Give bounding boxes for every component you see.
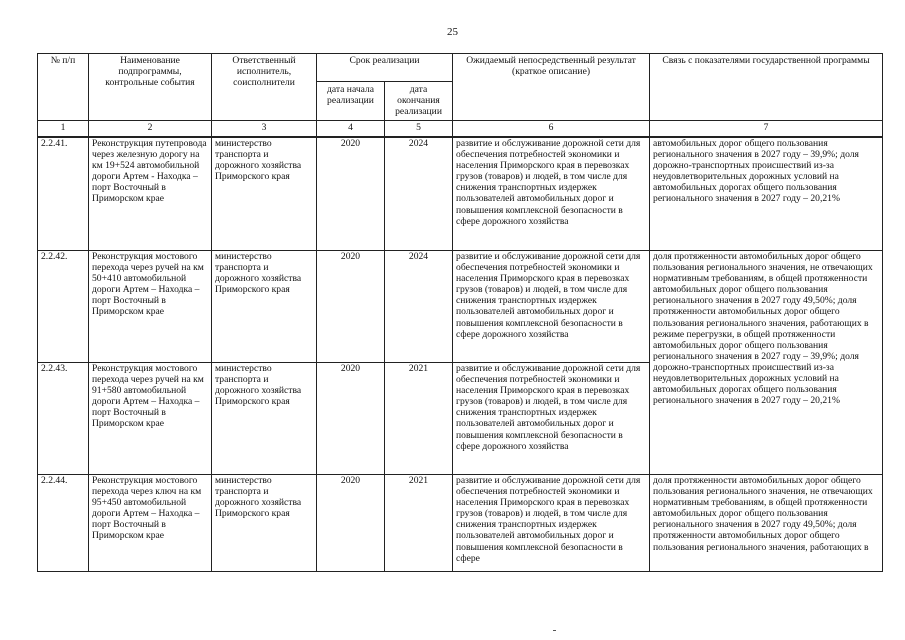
column-number: 4 [317, 121, 385, 138]
header-start: дата начала реализации [317, 82, 385, 121]
event-name: Реконструкция мостового перехода через ручей на км 50+410 автомобильной дороги Артем – Находка – порт Восточный в Приморском крае [89, 251, 212, 363]
table-row [38, 475, 883, 572]
event-name: Реконструкция путепровода через железную дорогу на км 19+524 автомобильной дороги Артем - Находка – порт Восточный в Приморском крае [89, 137, 212, 251]
start-date: 2020 [317, 137, 385, 251]
start-date: 2020 [317, 363, 385, 475]
header-link: Связь с показателями государственной программы [650, 54, 883, 121]
program-indicators: доля протяженности автомобильных дорог общего пользования регионального значения, не отвечающих нормативным требованиям, в общей протяженности автомобильных дорог общего пользования регионального значения в 2027 году 49,50%; доля протяженности автомобильных дорог общего пользования регионального значения, работающих в [650, 475, 883, 572]
end-date: 2024 [385, 137, 453, 251]
column-number: 1 [38, 121, 89, 138]
page-number: 25 [447, 26, 458, 38]
end-date: 2024 [385, 251, 453, 363]
scan-mark [553, 630, 556, 631]
column-number: 5 [385, 121, 453, 138]
event-name: Реконструкция мостового перехода через ручей на км 91+580 автомобильной дороги Артем – Находка – порт Восточный в Приморском крае [89, 363, 212, 475]
row-number: 2.2.44. [38, 475, 89, 572]
row-number: 2.2.41. [38, 137, 89, 251]
responsible-executor: министерство транспорта и дорожного хозяйства Приморского края [212, 475, 317, 572]
start-date: 2020 [317, 251, 385, 363]
expected-result: развитие и обслуживание дорожной сети для обеспечения потребностей экономики и населения Приморского края в перевозках грузов (товаров) и людей, в том числе для снижения транспортных издержек пользователей автомобильных дорог и повышения комплексной безопасности в сфере дорожного хозяйства [453, 137, 650, 251]
start-date: 2020 [317, 475, 385, 572]
end-date: 2021 [385, 475, 453, 572]
header-result: Ожидаемый непосредственный результат (краткое описание) [453, 54, 650, 121]
event-name: Реконструкция мостового перехода через ключ на км 95+450 автомобильной дороги Артем – Находка – порт Восточный в Приморском крае [89, 475, 212, 572]
row-number: 2.2.43. [38, 363, 89, 475]
column-number-row [38, 121, 883, 138]
program-indicators: автомобильных дорог общего пользования регионального значения в 2027 году – 39,9%; доля дорожно-транспортных происшествий из-за неудовлетворительных дорожных условий на автомобильных дорогах общего пользования регионального значения в 2027 году – 20,21% [650, 137, 883, 251]
program-indicators: доля протяженности автомобильных дорог общего пользования регионального значения, не отвечающих нормативным требованиям, в общей протяженности автомобильных дорог общего пользования регионального значения в 2027 году 49,50%; доля протяженности автомобильных дорог общего пользования регионального значения, работающих в режиме перегрузки, в общей протяженности автомобильных дорог общего пользования регионального значения в 2027 году – 39,9%; доля дорожно-транспортных происшествий из-за неудовлетворительных дорожных условий на автомобильных дорогах общего пользования регионального значения в 2027 году – 20,21% [650, 251, 883, 475]
header-row [38, 54, 883, 82]
header-responsible: Ответственный исполнитель, соисполнители [212, 54, 317, 121]
responsible-executor: министерство транспорта и дорожного хозяйства Приморского края [212, 251, 317, 363]
responsible-executor: министерство транспорта и дорожного хозяйства Приморского края [212, 363, 317, 475]
header-name: Наименование подпрограммы, контрольные события [89, 54, 212, 121]
expected-result: развитие и обслуживание дорожной сети для обеспечения потребностей экономики и населения Приморского края в перевозках грузов (товаров) и людей, в том числе для снижения транспортных издержек пользователей автомобильных дорог и повышения комплексной безопасности в сфере [453, 475, 650, 572]
column-number: 6 [453, 121, 650, 138]
column-number: 2 [89, 121, 212, 138]
responsible-executor: министерство транспорта и дорожного хозяйства Приморского края [212, 137, 317, 251]
expected-result: развитие и обслуживание дорожной сети для обеспечения потребностей экономики и населения Приморского края в перевозках грузов (товаров) и людей, в том числе для снижения транспортных издержек пользователей автомобильных дорог и повышения комплексной безопасности в сфере дорожного хозяйства [453, 363, 650, 475]
table-row [38, 251, 883, 363]
header-end: дата окончания реализации [385, 82, 453, 121]
header-term: Срок реализации [317, 54, 453, 82]
row-number: 2.2.42. [38, 251, 89, 363]
table-row [38, 137, 883, 251]
end-date: 2021 [385, 363, 453, 475]
header-num: № п/п [38, 54, 89, 121]
program-table [37, 53, 883, 572]
expected-result: развитие и обслуживание дорожной сети для обеспечения потребностей экономики и населения Приморского края в перевозках грузов (товаров) и людей, в том числе для снижения транспортных издержек пользователей автомобильных дорог и повышения комплексной безопасности в сфере дорожного хозяйства [453, 251, 650, 363]
column-number: 7 [650, 121, 883, 138]
column-number: 3 [212, 121, 317, 138]
